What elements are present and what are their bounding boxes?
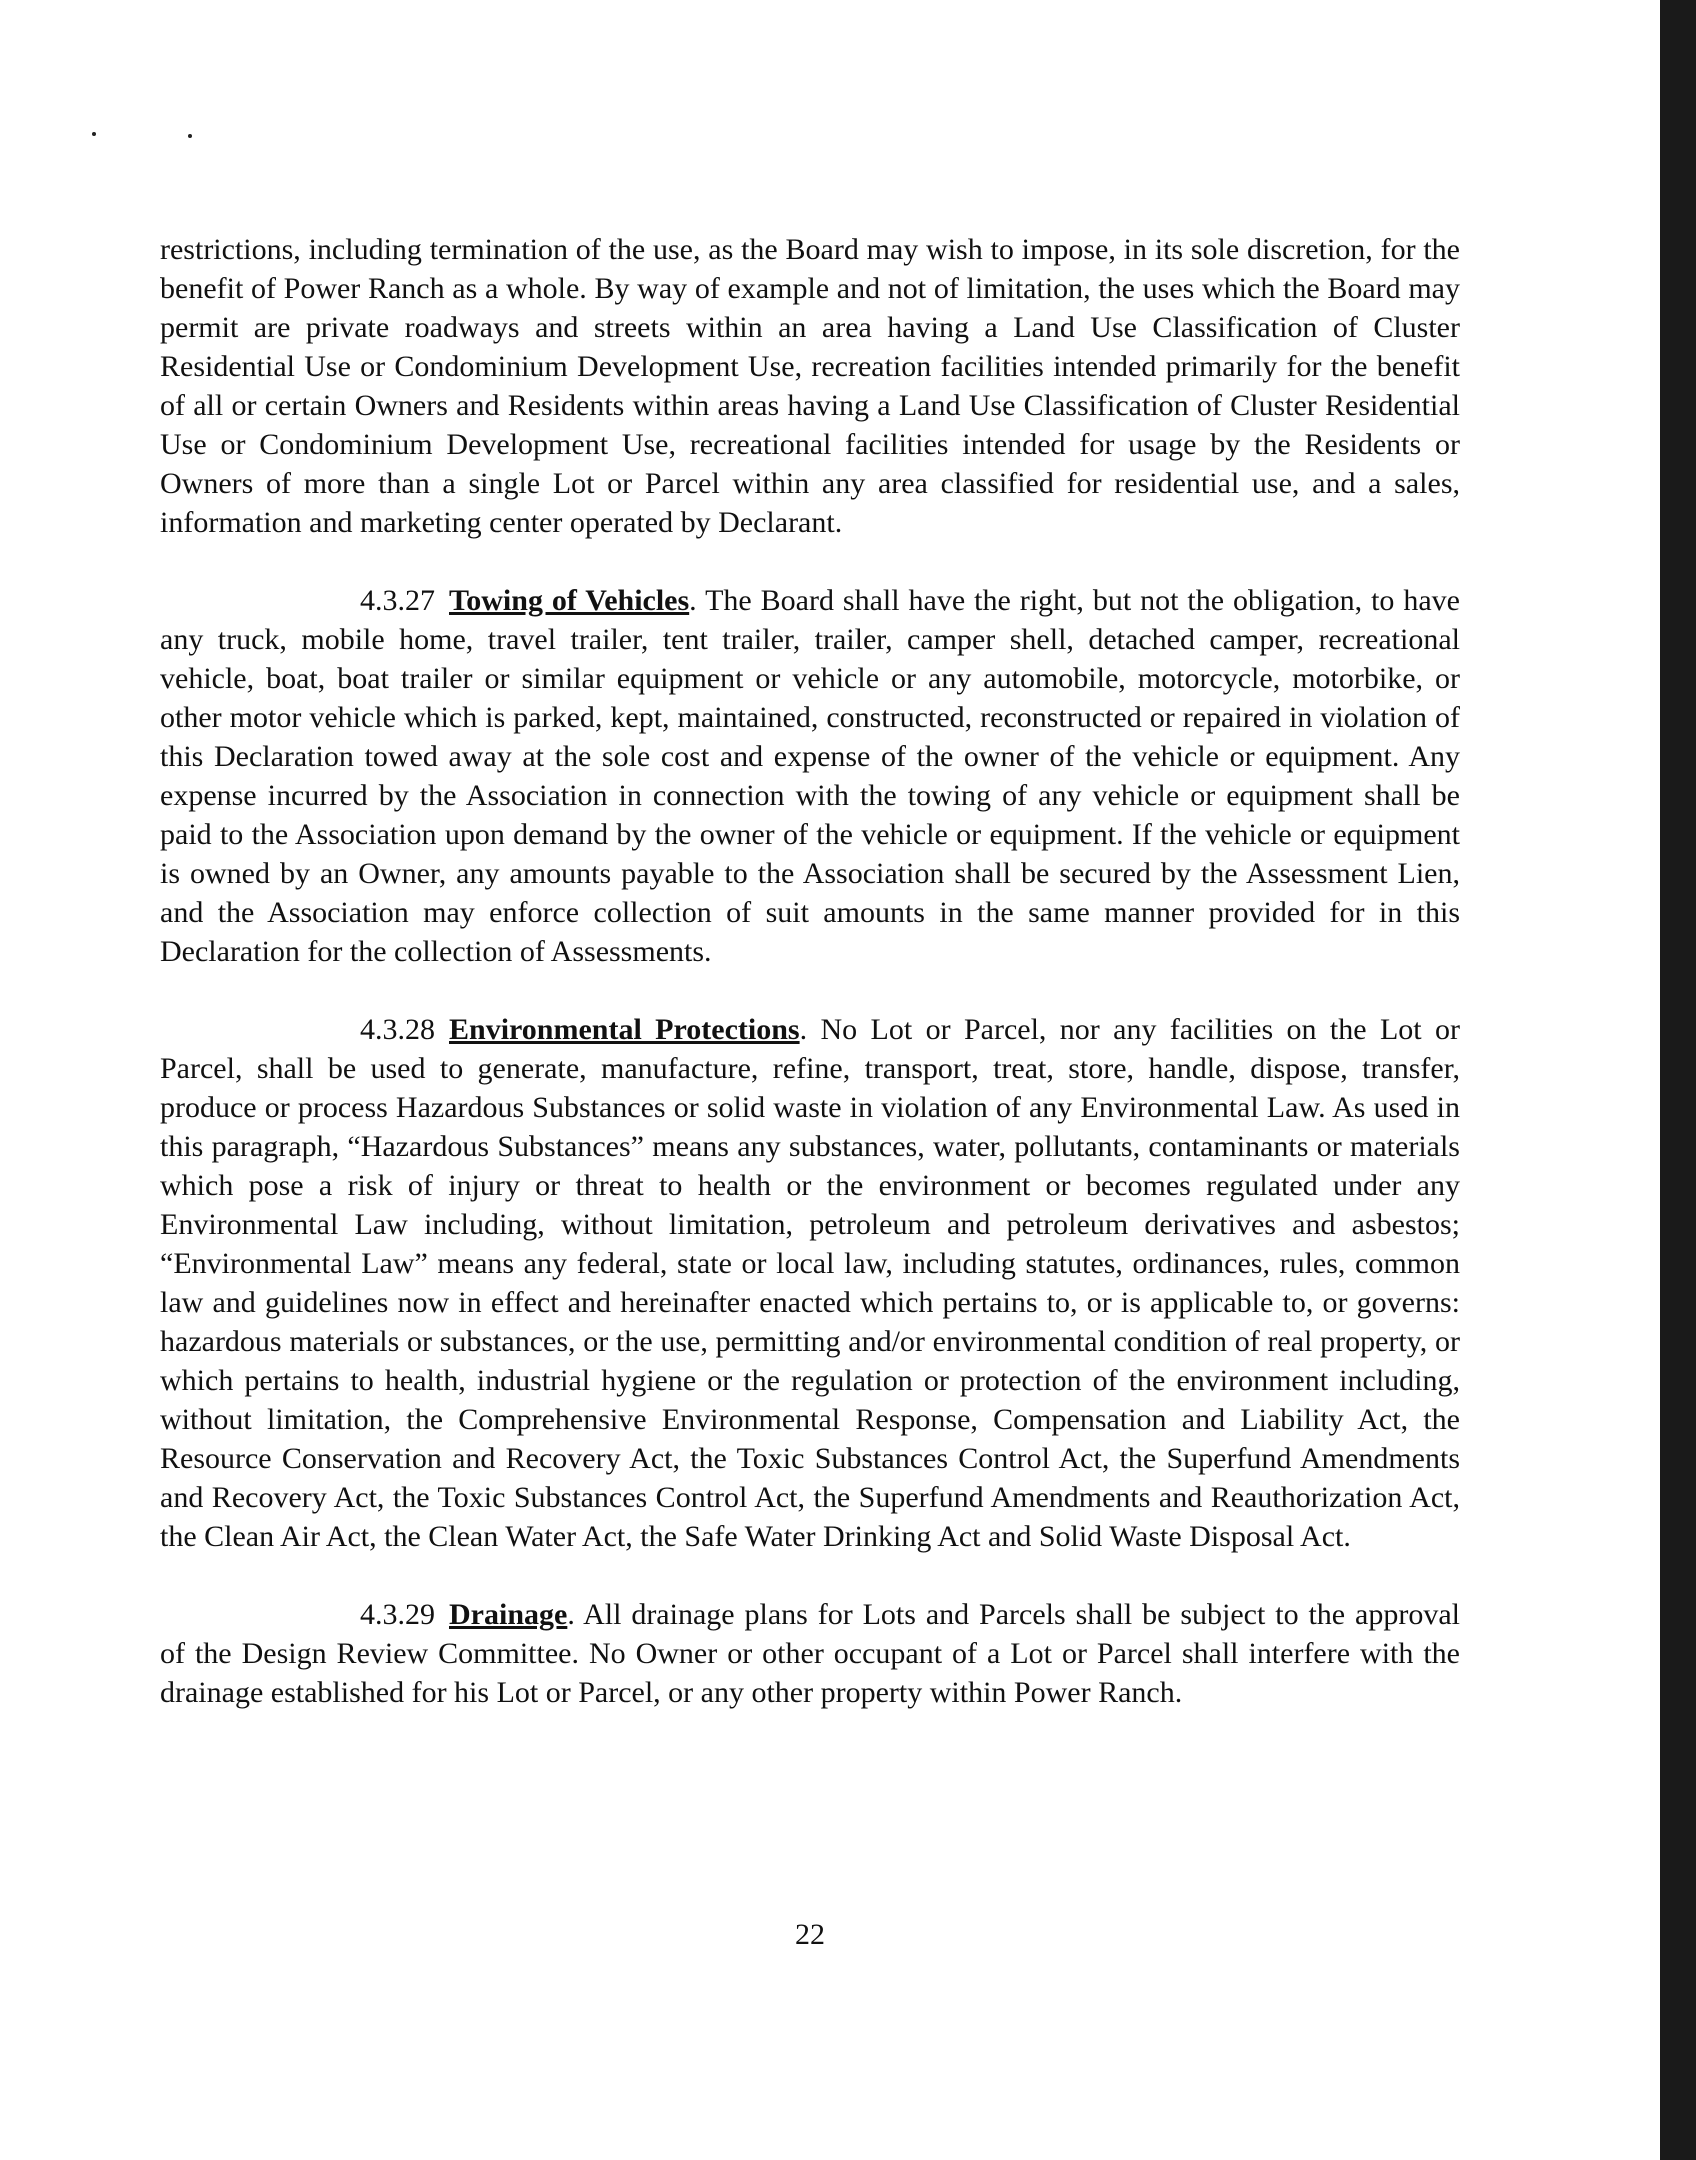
scan-speck bbox=[92, 132, 96, 136]
section-title-punct: . bbox=[689, 584, 697, 617]
section-title: Towing of Vehicles bbox=[449, 584, 690, 617]
section-text: No Lot or Parcel, nor any facilities on the Lot or Parcel, shall be used to generate, manufacture, refine, transport, treat, store, handle, dispose, transfer, produce or process Hazardous Substances or solid waste in violation of any Environmental Law. As used in this paragraph, “Hazardous Substances” means any substances, water, pollutants, contaminants or materials which pose a risk of injury or threat to health or the environment or becomes regulated under any Environmental Law including, without limitation, petroleum and petroleum derivatives and asbestos; “Environmental Law” means any federal, state or local law, including statutes, ordinances, rules, common law and guidelines now in effect and hereinafter enacted which pertains to, or is applicable to, or governs: hazardous materials or substances, or the use, permitting and/or environmental condition of real property, or which pertains to health, industrial hygiene or the regulation or protection of the environment including, without limitation, the Comprehensive Environmental Response, Compensation and Liability Act, the Resource Conservation and Recovery Act, the Toxic Substances Control Act, the Superfund Amendments and Recovery Act, the Toxic Substances Control Act, the Superfund Amendments and Reauthorization Act, the Clean Air Act, the Clean Water Act, the Safe Water Drinking Act and Solid Waste Disposal Act. bbox=[160, 1013, 1460, 1553]
section-title-punct: . bbox=[799, 1013, 808, 1046]
section-4-3-28 bbox=[160, 1010, 1460, 1556]
section-4-3-29 bbox=[160, 1595, 1460, 1712]
section-title: Drainage bbox=[449, 1598, 568, 1631]
section-text: The Board shall have the right, but not the obligation, to have any truck, mobile home, travel trailer, tent trailer, trailer, camper shell, detached camper, recreational vehicle, boat, boat trailer or similar equipment or vehicle or any automobile, motorcycle, motorbike, or other motor vehicle which is parked, kept, maintained, constructed, reconstructed or repaired in violation of this Declaration towed away at the sole cost and expense of the owner of the vehicle or equipment. Any expense incurred by the Association in connection with the towing of any vehicle or equipment shall be paid to the Association upon demand by the owner of the vehicle or equipment. If the vehicle or equipment is owned by an Owner, any amounts payable to the Association shall be secured by the Assessment Lien, and the Association may enforce collection of suit amounts in the same manner provided for in this Declaration for the collection of Assessments. bbox=[160, 584, 1460, 968]
section-4-3-27 bbox=[160, 581, 1460, 971]
section-number: 4.3.28 bbox=[360, 1013, 435, 1046]
section-number: 4.3.29 bbox=[360, 1598, 435, 1631]
intro-paragraph: restrictions, including termination of the use, as the Board may wish to impose, in its sole discretion, for the benefit of Power Ranch as a whole. By way of example and not of limitation, the uses which the Board may permit are private roadways and streets within an area having a Land Use Classification of Cluster Residential Use or Condominium Development Use, recreation facilities intended primarily for the benefit of all or certain Owners and Residents within areas having a Land Use Classification of Cluster Residential Use or Condominium Development Use, recreational facilities intended for usage by the Residents or Owners of more than a single Lot or Parcel within any area classified for residential use, and a sales, information and marketing center operated by Declarant. bbox=[160, 233, 1460, 539]
section-text: All drainage plans for Lots and Parcels shall be subject to the approval of the Design Review Committee. No Owner or other occupant of a Lot or Parcel shall interfere with the drainage established for his Lot or Parcel, or any other property within Power Ranch. bbox=[160, 1598, 1460, 1709]
section-number: 4.3.27 bbox=[360, 584, 435, 617]
scan-edge-border bbox=[1660, 0, 1696, 2160]
section-title: Environmental Protections bbox=[449, 1013, 800, 1046]
document-body bbox=[160, 230, 1460, 1751]
scan-speck bbox=[188, 134, 192, 138]
page-number: 22 bbox=[795, 1918, 825, 1951]
section-title-punct: . bbox=[567, 1598, 575, 1631]
